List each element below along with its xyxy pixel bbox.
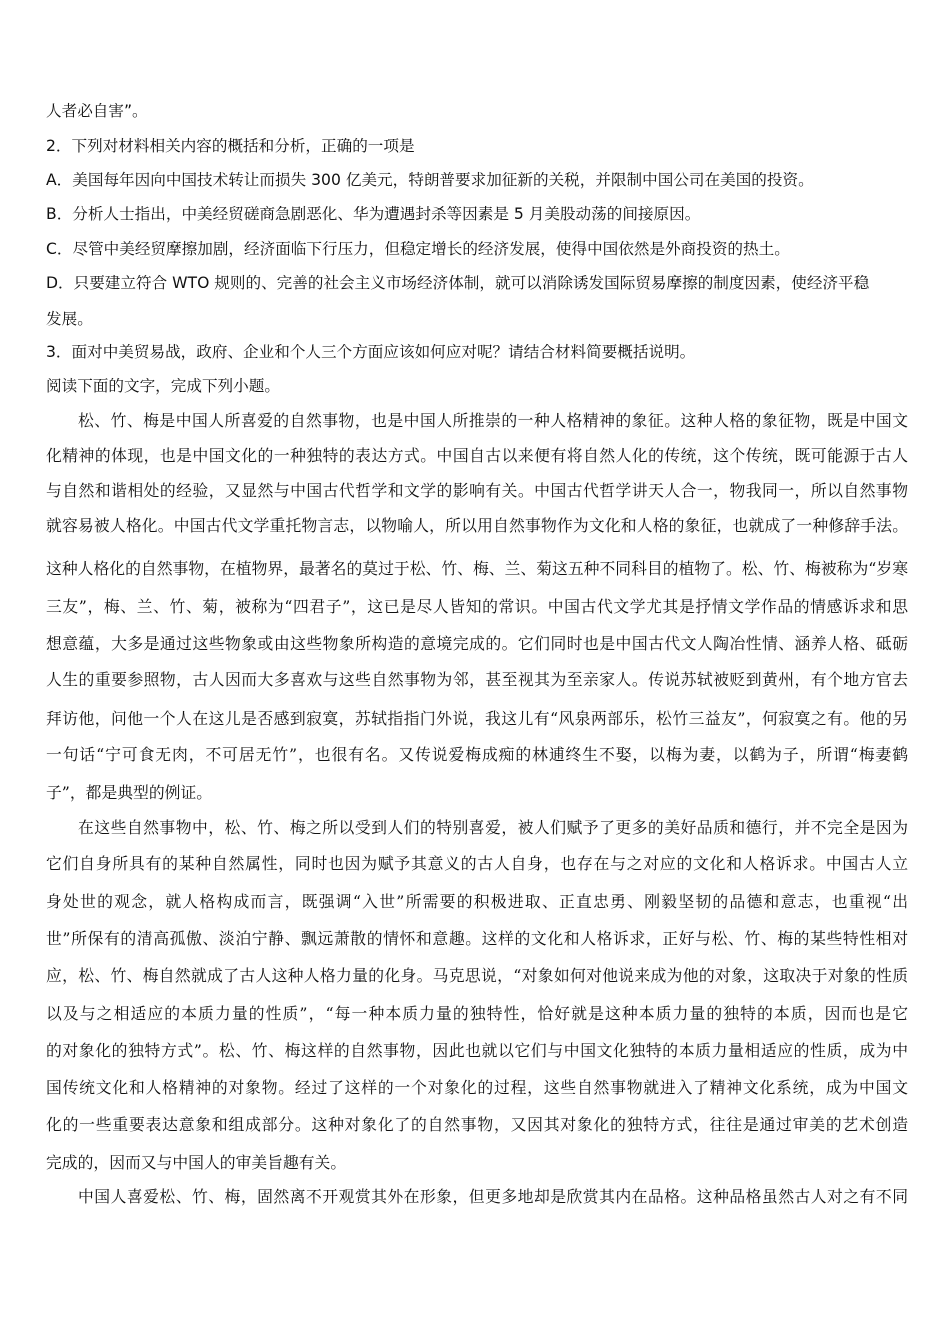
question-2-option-d: D．只要建立符合 WTO 规则的、完善的社会主义市场经济体制，就可以消除诱发国际贸易摩擦的制度因素，使经济平稳 — [46, 274, 870, 292]
paragraph-1-line: 就容易被人格化。中国古代文学重托物言志，以物喻人，所以用自然事物作为文化和人格的象征，也就成了一种修辞手法。 — [46, 516, 908, 535]
paragraph-2-line: 应，松、竹、梅自然就成了古人这种人格力量的化身。马克思说，“对象如何对他说来成为他的对象，这取决于对象的性质 — [46, 966, 908, 985]
paragraph-2-line: 完成的，因而又与中国人的审美旨趣有关。 — [46, 1153, 347, 1172]
question-2-option-b: B．分析人士指出，中美经贸磋商急剧恶化、华为遭遇封杀等因素是 5 月美股动荡的间接原因。 — [46, 205, 701, 223]
paragraph-2-line: 世”所保有的清高孤傲、淡泊宁静、飘远萧散的情怀和意趣。这样的文化和人格诉求，正好与松、竹、梅的某些特性相对 — [46, 929, 908, 948]
paragraph-1-line: 化精神的体现，也是中国文化的一种独特的表达方式。中国自古以来便有将自然人化的传统，这个传统，既可能源于古人 — [46, 446, 908, 465]
top-fragment: 人者必自害”。 — [46, 102, 148, 120]
paragraph-1-line: 与自然和谐相处的经验，又显然与中国古代哲学和文学的影响有关。中国古代哲学讲天人合一，物我同一，所以自然事物 — [46, 481, 908, 500]
question-3: 3．面对中美贸易战，政府、企业和个人三个方面应该如何应对呢？请结合材料简要概括说明。 — [46, 343, 696, 361]
paragraph-2-line: 的对象化的独特方式”。松、竹、梅这样的自然事物，因此也就以它们与中国文化独特的本质力量相适应的性质，成为中 — [46, 1041, 908, 1060]
paragraph-1-line: 想意蕴，大多是通过这些物象或由这些物象所构造的意境完成的。它们同时也是中国古代文人陶冶性情、涵养人格、砥砺 — [46, 634, 908, 653]
paragraph-2-line: 它们自身所具有的某种自然属性，同时也因为赋予其意义的古人自身，也存在与之对应的文化和人格诉求。中国古人立 — [46, 854, 908, 873]
paragraph-2-line: 化的一些重要表达意象和组成部分。这种对象化了的自然事物，又因其对象化的独特方式，往往是通过审美的艺术创造 — [46, 1115, 908, 1134]
question-2-option-c: C．尽管中美经贸摩擦加剧，经济面临下行压力，但稳定增长的经济发展，使得中国依然是外商投资的热土。 — [46, 240, 790, 258]
paragraph-3-line: 中国人喜爱松、竹、梅，固然离不开观赏其外在形象，但更多地却是欣赏其内在品格。这种品格虽然古人对之有不同 — [78, 1187, 908, 1206]
paragraph-1-line: 这种人格化的自然事物，在植物界，最著名的莫过于松、竹、梅、兰、菊这五种不同科目的植物了。松、竹、梅被称为“岁寒 — [46, 559, 908, 578]
paragraph-2-line: 以及与之相适应的本质力量的性质”，“每一种本质力量的独特性，恰好就是这种本质力量的独特的本质，因而也是它 — [46, 1004, 908, 1023]
paragraph-1-line: 子”，都是典型的例证。 — [46, 783, 213, 802]
paragraph-1-line: 人生的重要参照物，古人因而大多喜欢与这些自然事物为邻，甚至视其为至亲家人。传说苏轼被贬到黄州，有个地方官去 — [46, 670, 908, 689]
paragraph-1-line: 松、竹、梅是中国人所喜爱的自然事物，也是中国人所推崇的一种人格精神的象征。这种人格的象征物，既是中国文 — [78, 411, 908, 430]
paragraph-1-line: 三友”，梅、兰、竹、菊，被称为“四君子”，这已是尽人皆知的常识。中国古代文学尤其是抒情文学作品的情感诉求和思 — [46, 597, 908, 616]
paragraph-2-line: 国传统文化和人格精神的对象物。经过了这样的一个对象化的过程，这些自然事物就进入了精神文化系统，成为中国文 — [46, 1078, 908, 1097]
paragraph-2-line: 在这些自然事物中，松、竹、梅之所以受到人们的特别喜爱，被人们赋予了更多的美好品质和德行，并不完全是因为 — [78, 818, 908, 837]
paragraph-1-line: 拜访他，问他一个人在这儿是否感到寂寞，苏轼指指门外说，我这儿有“风泉两部乐，松竹三益友”，何寂寞之有。他的另 — [46, 709, 908, 728]
reading-instruction: 阅读下面的文字，完成下列小题。 — [46, 377, 280, 395]
question-2-stem: 2．下列对材料相关内容的概括和分析，正确的一项是 — [46, 137, 415, 155]
question-2-option-a: A．美国每年因向中国技术转让而损失 300 亿美元，特朗普要求加征新的关税，并限制中国公司在美国的投资。 — [46, 171, 814, 189]
question-2-option-d-cont: 发展。 — [46, 310, 93, 328]
paragraph-2-line: 身处世的观念，就人格构成而言，既强调“入世”所需要的积极进取、正直忠勇、刚毅坚韧的品德和意志，也重视“出 — [46, 892, 908, 911]
paragraph-1-line: 一句话“宁可食无肉，不可居无竹”，也很有名。又传说爱梅成痴的林逋终生不娶，以梅为妻，以鹤为子，所谓“梅妻鹤 — [46, 745, 908, 764]
